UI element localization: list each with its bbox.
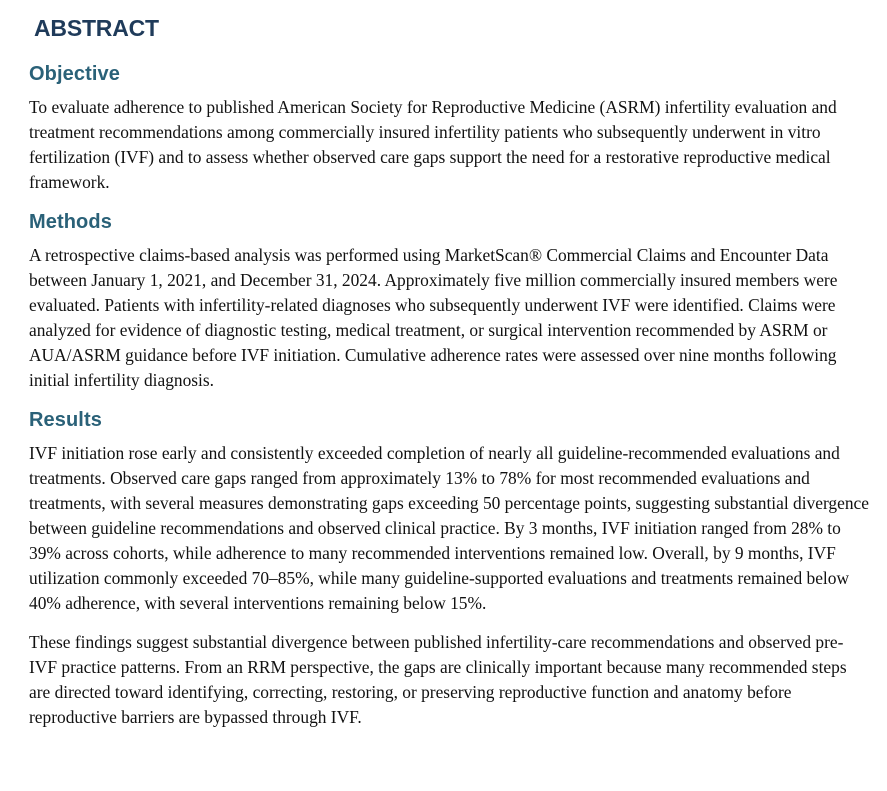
results-paragraph: IVF initiation rose early and consistently exceeded completion of nearly all guideline-recommended evaluations and treatments. Observed care gaps ranged from approximately 13% to 78% for most recommended evaluations and treatments, with several measures demonstrating gaps exceeding 50 percentage points, suggesting substantial divergence between guideline recommendations and observed clinical practice. By 3 months, IVF initiation ranged from 28% to 39% across cohorts, while adherence to many recommended interventions remained low. Overall, by 9 months, IVF utilization commonly exceeded 70–85%, while many guideline-supported evaluations and treatments remained below 40% adherence, with several interventions remaining below 15%. <box>29 443 869 613</box>
methods-text: A retrospective claims-based analysis was performed using MarketScan® Commercial Claims and Encounter Data between January 1, 2021, and December 31, 2024. Approximately five million commercially insured members were evaluated. Patients with infertility-related diagnoses who subsequently underwent IVF were identified. Claims were analyzed for evidence of diagnostic testing, medical treatment, or surgical intervention recommended by ASRM or AUA/ASRM guidance before IVF initiation. Cumulative adherence rates were assessed over nine months following initial infertility diagnosis. <box>29 245 838 390</box>
objective-text: To evaluate adherence to published American Society for Reproductive Medicine (ASRM) infertility evaluation and treatment recommendations among commercially insured infertility patients who subsequently underwent in vitro fertilization (IVF) and to assess whether observed care gaps support the need for a restorative reproductive medical framework. <box>29 97 837 192</box>
objective-heading: Objective <box>29 63 120 85</box>
abstract-title: ABSTRACT <box>34 15 159 41</box>
objective-section <box>29 62 869 195</box>
methods-heading: Methods <box>29 211 112 233</box>
results-paragraph: These findings suggest substantial divergence between published infertility-care recommendations and observed pre-IVF practice patterns. From an RRM perspective, the gaps are clinically important because many recommended steps are directed toward identifying, correcting, restoring, or preserving reproductive function and anatomy before reproductive barriers are bypassed through IVF. <box>29 632 847 727</box>
methods-section <box>29 210 869 393</box>
abstract-page <box>29 14 869 730</box>
results-section <box>29 408 869 730</box>
results-heading: Results <box>29 409 102 431</box>
